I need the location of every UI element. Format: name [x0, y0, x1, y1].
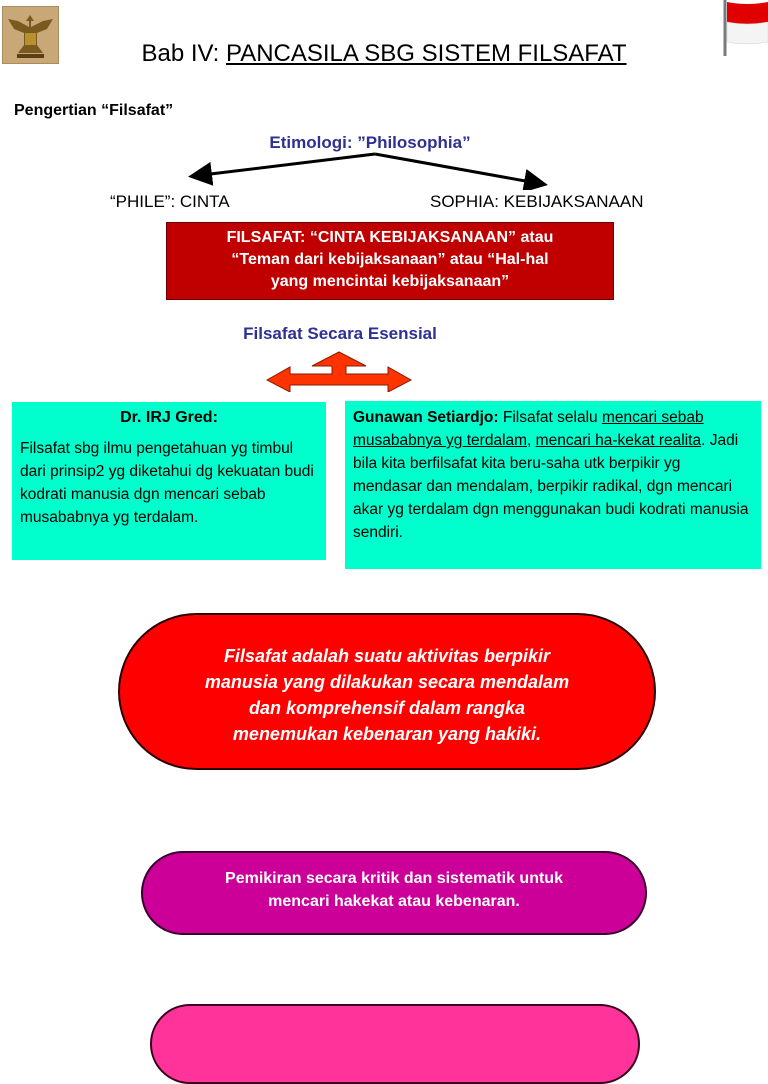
oval-red-line-3: dan komprehensif dalam rangka — [248, 698, 526, 718]
section-heading: Pengertian “Filsafat” — [14, 102, 174, 119]
branch-arrow-icon — [266, 350, 412, 392]
title-main: PANCASILA SBG SISTEM FILSAFAT — [225, 40, 627, 67]
gunawan-name: Gunawan Setiardjo: — [353, 409, 499, 426]
gunawan-text-1: Filsafat selalu — [498, 409, 602, 426]
gred-body: Filsafat sbg ilmu pengetahuan yg timbul dari prinsip2 yg diketahui dg kekuatan budi kodrati manusia dgn mencari sebab musababnya yg terdalam. — [20, 440, 314, 526]
oval-purple-line-1: Pemikiran secara kritik dan sistematik untuk — [225, 870, 563, 887]
phile-label: “PHILE”: CINTA — [110, 192, 230, 211]
esensial-heading: Filsafat Secara Esensial — [243, 324, 437, 343]
gunawan-definition-box — [345, 401, 761, 569]
oval-red-line-1: Filsafat adalah suatu aktivitas berpikir — [223, 646, 551, 666]
title-prefix: Bab IV: — [141, 40, 226, 67]
oval-red-line-2: manusia yang dilakukan secara mendalam — [204, 672, 570, 692]
definition-box — [166, 222, 614, 300]
oval-red-line-4: menemukan kebenaran yang hakiki. — [232, 724, 542, 744]
gunawan-underline-1: mencari sebab musababnya yg terdalam — [353, 409, 704, 449]
etimologi-heading: Etimologi: ”Philosophia” — [269, 133, 471, 152]
definition-oval-purple — [141, 851, 647, 935]
oval-purple-line-2: mencari hakekat atau kebenaran. — [268, 893, 520, 910]
gunawan-underline-2: mencari ha-kekat realita — [535, 432, 702, 449]
definition-oval-red — [118, 613, 656, 770]
definition-line-3: yang mencintai kebijaksanaan” — [270, 273, 510, 290]
sophia-label: SOPHIA: KEBIJAKSANAAN — [430, 192, 644, 211]
page-title — [0, 40, 768, 68]
gred-definition-box — [12, 402, 326, 560]
gred-heading: Dr. IRJ Gred: — [120, 409, 218, 426]
gunawan-text-2: , — [527, 432, 536, 449]
split-arrows — [180, 150, 560, 190]
definition-line-1: FILSAFAT: “CINTA KEBIJAKSANAAN” atau — [226, 229, 554, 246]
definition-oval-bottom — [150, 1004, 640, 1084]
gunawan-text-3: . Jadi bila kita berfilsafat kita beru-saha utk berpikir yg mendasar dan mendalam, berpikir radikal, dgn mencari akar yg terdalam dgn menggunakan budi kodrati manusia sendiri. — [353, 432, 749, 541]
definition-line-2: “Teman dari kebijaksanaan” atau “Hal-hal — [231, 251, 549, 268]
